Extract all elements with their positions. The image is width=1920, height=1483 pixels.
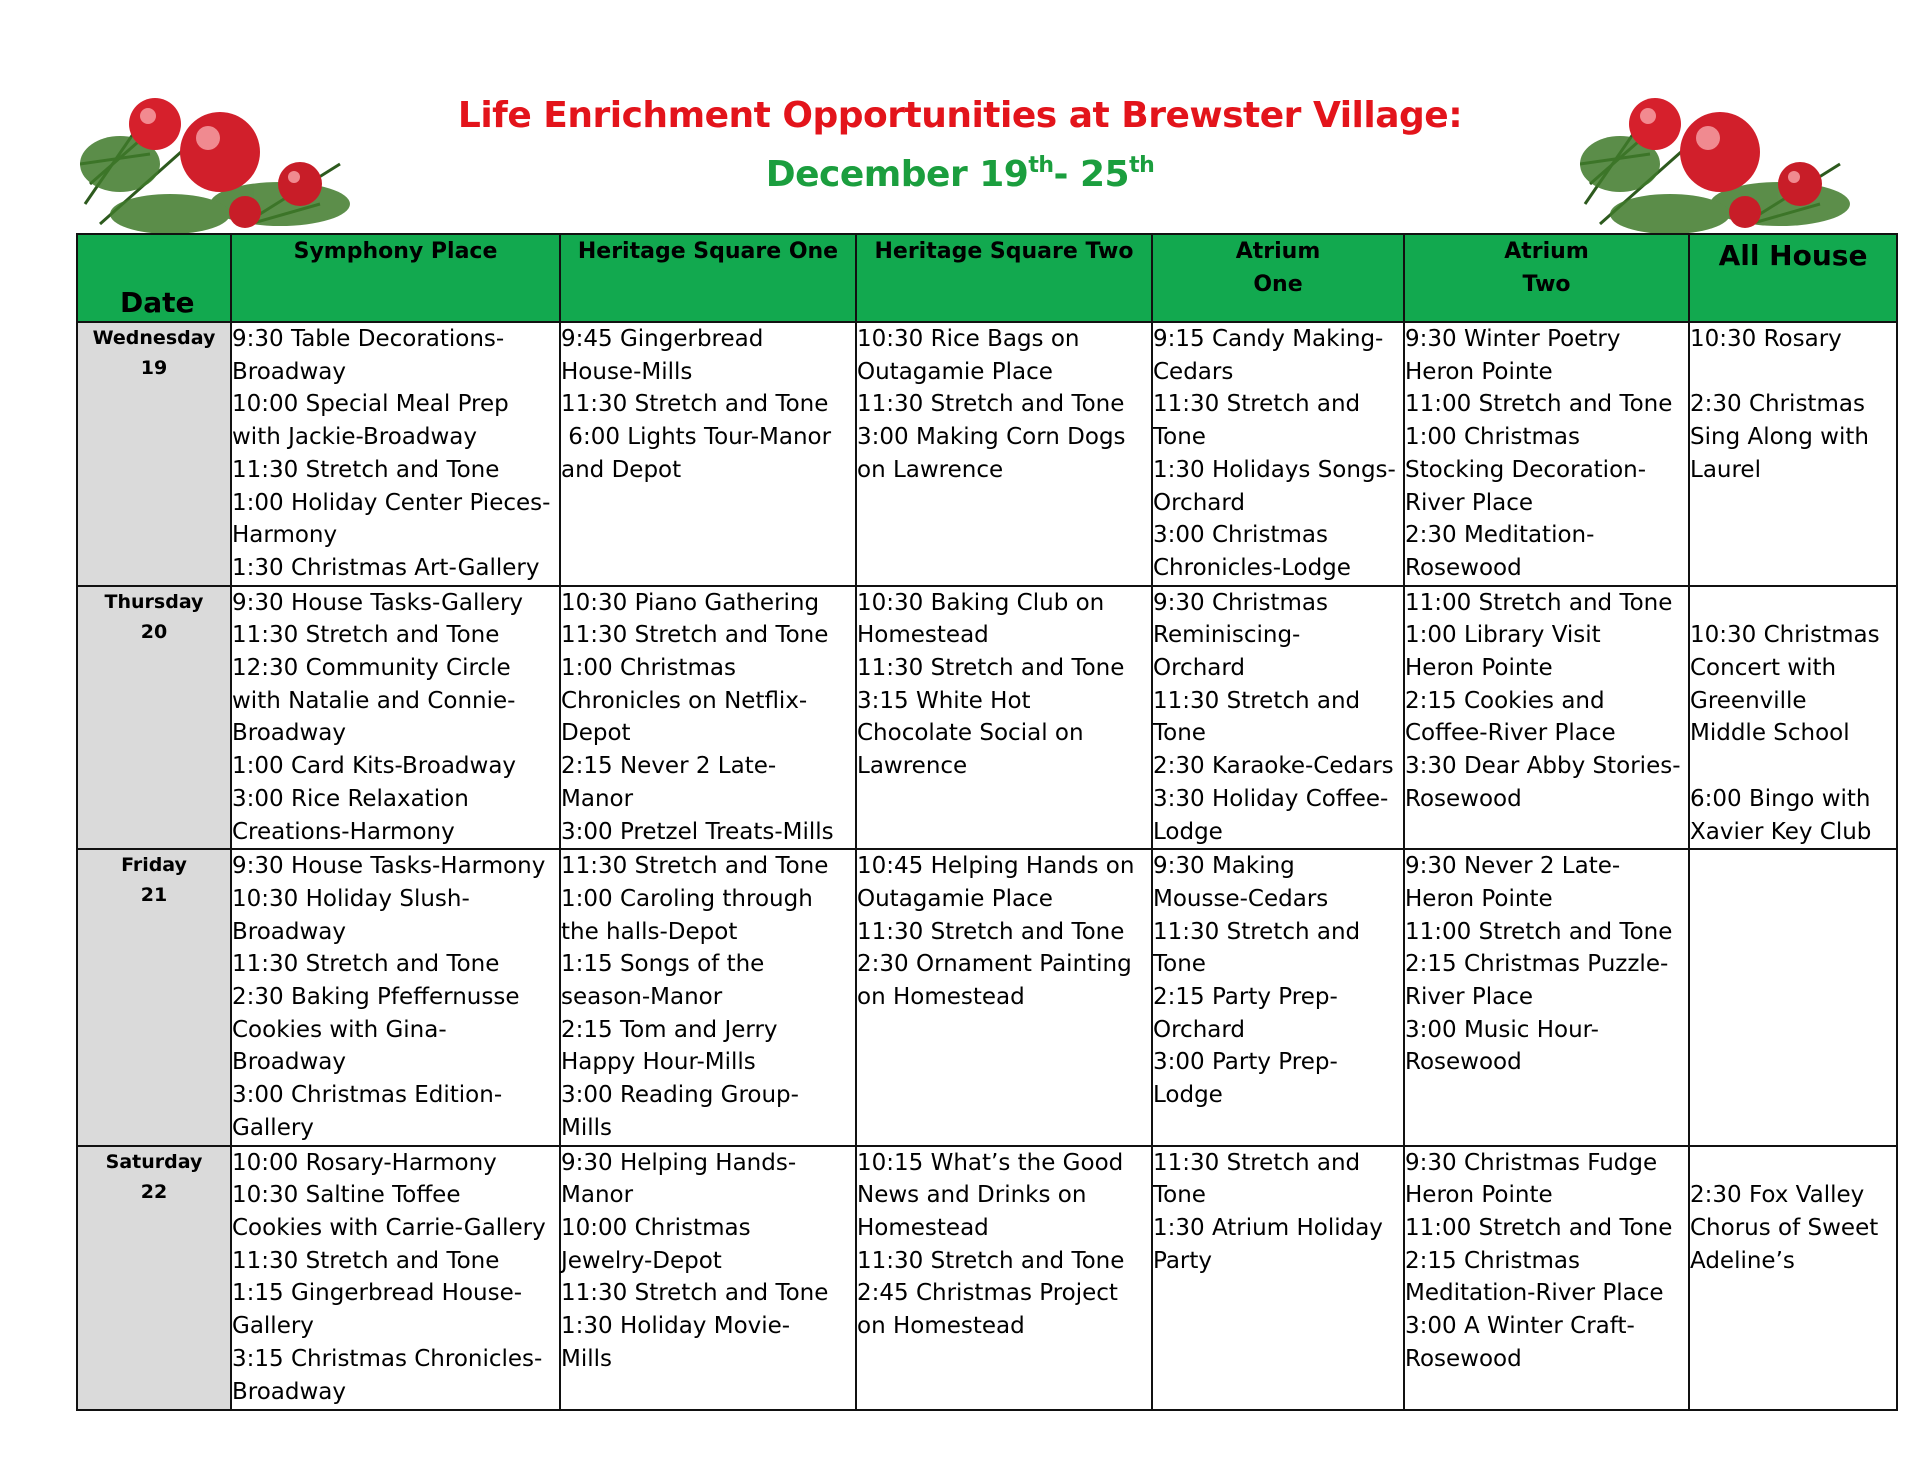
activity-line: Lawrence: [857, 753, 968, 780]
activity-line: 2:15 Christmas Puzzle-: [1405, 951, 1669, 978]
activity-line: Party: [1153, 1247, 1213, 1274]
activity-line: 1:30 Holidays Songs-: [1153, 456, 1396, 483]
activity-line: 1:00 Christmas: [561, 655, 736, 682]
activity-line: Mills: [561, 1114, 612, 1141]
activity-line: 11:30 Stretch and Tone: [232, 622, 500, 649]
activity-cell: [1152, 586, 1404, 850]
activity-line: 3:00 A Winter Craft-: [1405, 1313, 1635, 1340]
activity-line: Broadway: [232, 1378, 347, 1405]
activity-line: Xavier Key Club: [1690, 818, 1872, 845]
activity-line: 1:00 Caroling through: [561, 885, 813, 912]
activity-line: 9:30 Making: [1153, 853, 1295, 880]
activity-line: 9:30 Winter Poetry: [1405, 326, 1621, 352]
activity-line: 9:45 Gingerbread: [561, 326, 764, 352]
activity-line: 10:30 Piano Gathering: [561, 589, 820, 616]
activity-line: Tone: [1153, 951, 1206, 978]
activity-line: 2:15 Christmas: [1405, 1247, 1580, 1274]
activity-line: 11:30 Stretch and Tone: [561, 391, 829, 418]
activity-line: on Lawrence: [857, 456, 1004, 483]
day-name: Friday: [121, 854, 187, 877]
activity-cell: [560, 586, 856, 850]
activity-line: the halls-Depot: [561, 918, 738, 945]
activity-line: Broadway: [232, 918, 347, 945]
activity-line: Cookies with Carrie-Gallery: [232, 1214, 546, 1241]
activity-line: 3:15 White Hot: [857, 687, 1031, 714]
activity-line: 2:15 Never 2 Late-: [561, 753, 777, 780]
activity-line: 10:00 Rosary-Harmony: [232, 1149, 497, 1176]
activity-line: [1690, 356, 1896, 389]
activity-line: Outagamie Place: [857, 358, 1053, 385]
column-header-atrium-one: Atrium One: [1152, 234, 1404, 322]
activity-line: 11:30 Stretch and Tone: [232, 1247, 500, 1274]
activity-line: 11:30 Stretch and Tone: [561, 853, 829, 880]
activity-line: 3:15 Christmas Chronicles-: [232, 1345, 543, 1372]
day-number: 21: [140, 884, 168, 907]
activity-line: Rosewood: [1405, 785, 1522, 812]
activity-line: Homestead: [857, 1214, 989, 1241]
activity-line: [1690, 750, 1896, 783]
activity-cell: [560, 1146, 856, 1410]
activity-line: Mousse-Cedars: [1153, 885, 1329, 912]
activity-line: Harmony: [232, 522, 338, 549]
activity-line: Tone: [1153, 720, 1206, 747]
activity-line: 10:15 What’s the Good: [857, 1149, 1124, 1176]
activity-cell: [1404, 849, 1689, 1145]
activity-cell: [1404, 322, 1689, 586]
activity-line: Depot: [561, 720, 631, 747]
activity-line: 1:30 Atrium Holiday: [1153, 1214, 1383, 1241]
activity-line: Outagamie Place: [857, 885, 1053, 912]
table-row: [77, 586, 1897, 850]
activity-line: [1690, 587, 1896, 620]
day-name: Wednesday: [92, 327, 216, 349]
activity-line: 11:30 Stretch and Tone: [561, 622, 829, 649]
activity-line: Cedars: [1153, 358, 1234, 385]
page-header: [0, 92, 1920, 201]
activity-line: 10:30 Baking Club on: [857, 589, 1105, 616]
activity-line: 2:30 Fox Valley: [1690, 1182, 1865, 1209]
activity-line: Stocking Decoration-: [1405, 456, 1647, 483]
activity-line: 1:00 Holiday Center Pieces-: [232, 489, 551, 516]
activity-line: with Natalie and Connie-: [232, 687, 516, 714]
activity-line: Orchard: [1153, 655, 1246, 682]
activity-line: Rosewood: [1405, 1345, 1522, 1372]
activity-line: 10:30 Rosary: [1690, 326, 1842, 352]
activity-line: Heron Pointe: [1405, 358, 1553, 385]
activity-line: 11:30 Stretch and Tone: [232, 456, 500, 483]
activity-line: 11:30 Stretch and: [1153, 1149, 1361, 1176]
day-name: Saturday: [105, 1150, 203, 1173]
activity-cell: [1689, 849, 1897, 1145]
activity-line: Gallery: [232, 1313, 314, 1340]
activity-line: Gallery: [232, 1114, 314, 1141]
activity-line: Mills: [561, 1345, 612, 1372]
activity-line: Laurel: [1690, 456, 1761, 483]
activity-line: Orchard: [1153, 489, 1246, 516]
activity-line: Heron Pointe: [1405, 885, 1553, 912]
day-cell: [77, 849, 231, 1145]
activity-line: 11:30 Stretch and: [1153, 918, 1361, 945]
activity-line: 9:30 Helping Hands-: [561, 1149, 797, 1176]
activity-line: Concert with: [1690, 655, 1837, 682]
activity-line: 12:30 Community Circle: [232, 655, 511, 682]
subtitle-ordinal-1: th: [1028, 153, 1054, 178]
activity-line: 2:15 Tom and Jerry: [561, 1016, 778, 1043]
activity-line: 6:00 Lights Tour-Manor: [561, 424, 832, 451]
activity-line: 1:15 Songs of the: [561, 951, 765, 978]
column-header-date: Date: [77, 234, 231, 322]
activity-line: 3:00 Rice Relaxation: [232, 785, 469, 812]
activity-line: News and Drinks on: [857, 1182, 1087, 1209]
activity-line: Adeline’s: [1690, 1247, 1795, 1274]
activity-line: Orchard: [1153, 1016, 1246, 1043]
activity-line: Reminiscing-: [1153, 622, 1301, 649]
activity-line: 11:00 Stretch and Tone: [1405, 391, 1673, 418]
activity-line: Rosewood: [1405, 1049, 1522, 1076]
activity-line: 10:00 Christmas: [561, 1214, 751, 1241]
activity-line: Middle School: [1690, 720, 1850, 747]
activity-line: 2:15 Cookies and: [1405, 687, 1605, 714]
activity-line: Chocolate Social on: [857, 720, 1084, 747]
activity-line: 2:30 Baking Pfeffernusse: [232, 984, 520, 1011]
table-row: [77, 849, 1897, 1145]
activity-cell: [1689, 586, 1897, 850]
activity-cell: [1152, 849, 1404, 1145]
activity-line: 10:30 Christmas: [1690, 622, 1880, 649]
activity-line: Sing Along with: [1690, 424, 1869, 451]
day-number: 20: [140, 620, 168, 643]
activity-line: Happy Hour-Mills: [561, 1049, 756, 1076]
activity-line: on Homestead: [857, 984, 1025, 1011]
activity-line: River Place: [1405, 984, 1534, 1011]
activity-line: Chronicles-Lodge: [1153, 554, 1351, 581]
activity-cell: [560, 322, 856, 586]
column-header-heritage-square-two: Heritage Square Two: [856, 234, 1152, 322]
activity-line: 11:00 Stretch and Tone: [1405, 1214, 1673, 1241]
activity-cell: [856, 1146, 1152, 1410]
activity-line: Greenville: [1690, 687, 1807, 714]
page-title: Life Enrichment Opportunities at Brewster Village:: [457, 95, 1463, 136]
activity-line: Chorus of Sweet: [1690, 1214, 1879, 1241]
activity-cell: [1689, 1146, 1897, 1410]
activity-line: 3:00 Pretzel Treats-Mills: [561, 818, 834, 845]
column-header-all-house: All House: [1689, 234, 1897, 322]
activity-line: 11:30 Stretch and Tone: [232, 951, 500, 978]
column-header-heritage-square-one: Heritage Square One: [560, 234, 856, 322]
activity-line: Chronicles on Netflix-: [561, 687, 808, 714]
subtitle-mid: - 25: [1053, 154, 1130, 195]
activity-line: 9:30 House Tasks-Gallery: [232, 589, 524, 616]
activity-line: 1:30 Christmas Art-Gallery: [232, 554, 540, 581]
table-row: [77, 1146, 1897, 1410]
column-header-atrium-two: Atrium Two: [1404, 234, 1689, 322]
subtitle-start: December 19: [765, 154, 1029, 195]
activity-cell: [1152, 322, 1404, 586]
activity-line: Broadway: [232, 1049, 347, 1076]
day-cell: [77, 1146, 231, 1410]
activity-line: 11:30 Stretch and Tone: [857, 655, 1125, 682]
activity-line: River Place: [1405, 489, 1534, 516]
activity-line: 10:30 Holiday Slush-: [232, 885, 470, 912]
activity-line: Manor: [561, 785, 634, 812]
activity-cell: [1404, 586, 1689, 850]
activity-line: 11:30 Stretch and Tone: [561, 1280, 829, 1307]
activity-cell: [560, 849, 856, 1145]
activity-line: 2:30 Ornament Painting: [857, 951, 1132, 978]
activity-cell: [231, 849, 560, 1145]
activity-line: Broadway: [232, 358, 347, 385]
activity-line: Heron Pointe: [1405, 1182, 1553, 1209]
activity-line: House-Mills: [561, 358, 693, 385]
activity-line: Lodge: [1153, 818, 1223, 845]
activity-line: Meditation-River Place: [1405, 1280, 1664, 1307]
activity-line: on Homestead: [857, 1313, 1025, 1340]
activity-cell: [1152, 1146, 1404, 1410]
activity-line: 2:30 Christmas: [1690, 391, 1865, 418]
activity-cell: [231, 1146, 560, 1410]
activity-line: Manor: [561, 1182, 634, 1209]
activity-line: 11:30 Stretch and Tone: [857, 391, 1125, 418]
activity-line: Lodge: [1153, 1082, 1223, 1109]
activity-line: 3:00 Music Hour-: [1405, 1016, 1599, 1043]
activity-line: 10:30 Saltine Toffee: [232, 1182, 461, 1209]
activity-line: 1:15 Gingerbread House-: [232, 1280, 523, 1307]
day-number: 22: [140, 1180, 168, 1203]
day-cell: [77, 322, 231, 586]
activity-line: and Depot: [561, 456, 682, 483]
activity-line: 3:00 Party Prep-: [1153, 1049, 1338, 1076]
activity-line: 3:00 Christmas: [1153, 522, 1328, 549]
activity-cell: [856, 586, 1152, 850]
activity-line: 11:30 Stretch and: [1153, 391, 1361, 418]
activity-line: 11:30 Stretch and Tone: [857, 1247, 1125, 1274]
day-name: Thursday: [104, 590, 204, 613]
activity-cell: [856, 849, 1152, 1145]
table-header-row: [77, 234, 1897, 322]
activity-line: 10:00 Special Meal Prep: [232, 391, 509, 418]
activity-line: [1690, 1147, 1896, 1180]
activity-line: Tone: [1153, 424, 1206, 451]
activity-line: 9:30 House Tasks-Harmony: [232, 853, 546, 880]
activity-cell: [231, 322, 560, 586]
activity-line: 2:15 Party Prep-: [1153, 984, 1338, 1011]
day-number: 19: [140, 357, 168, 379]
activity-cell: [231, 586, 560, 850]
activity-line: 1:00 Card Kits-Broadway: [232, 753, 517, 780]
activity-line: Heron Pointe: [1405, 655, 1553, 682]
activity-line: 9:30 Table Decorations-: [232, 326, 505, 352]
activity-line: 1:00 Library Visit: [1405, 622, 1601, 649]
activity-line: 3:00 Making Corn Dogs: [857, 424, 1126, 451]
activity-line: 10:45 Helping Hands on: [857, 853, 1135, 880]
activity-cell: [856, 322, 1152, 586]
activity-line: 9:30 Never 2 Late-: [1405, 853, 1621, 880]
activity-line: 11:30 Stretch and Tone: [857, 918, 1125, 945]
activity-line: season-Manor: [561, 984, 723, 1011]
activity-line: 11:30 Stretch and: [1153, 687, 1361, 714]
activity-line: 3:30 Holiday Coffee-: [1153, 785, 1389, 812]
activity-line: 2:30 Meditation-: [1405, 522, 1595, 549]
activity-line: Broadway: [232, 720, 347, 747]
activity-line: 11:00 Stretch and Tone: [1405, 918, 1673, 945]
activity-line: Jewelry-Depot: [561, 1247, 722, 1274]
activity-line: 3:00 Reading Group-: [561, 1082, 799, 1109]
activity-line: 10:30 Rice Bags on: [857, 326, 1080, 352]
activity-line: 2:30 Karaoke-Cedars: [1153, 753, 1394, 780]
activity-cell: [1689, 322, 1897, 586]
table-row: [77, 322, 1897, 586]
activity-line: with Jackie-Broadway: [232, 424, 477, 451]
activity-line: 3:30 Dear Abby Stories-: [1405, 753, 1681, 780]
schedule-table: [76, 233, 1898, 1411]
activity-cell: [1404, 1146, 1689, 1410]
activity-line: 11:00 Stretch and Tone: [1405, 589, 1673, 616]
activity-line: 9:15 Candy Making-: [1153, 326, 1384, 352]
subtitle-ordinal-2: th: [1129, 153, 1155, 178]
activity-line: 1:30 Holiday Movie-: [561, 1313, 791, 1340]
activity-line: Creations-Harmony: [232, 818, 455, 845]
activity-line: 2:45 Christmas Project: [857, 1280, 1118, 1307]
activity-line: 9:30 Christmas: [1153, 589, 1328, 616]
activity-line: 3:00 Christmas Edition-: [232, 1082, 503, 1109]
activity-line: 1:00 Christmas: [1405, 424, 1580, 451]
activity-line: Homestead: [857, 622, 989, 649]
activity-line: Coffee-River Place: [1405, 720, 1616, 747]
activity-line: 6:00 Bingo with: [1690, 785, 1871, 812]
activity-line: Rosewood: [1405, 554, 1522, 581]
column-header-symphony-place: Symphony Place: [231, 234, 560, 322]
day-cell: [77, 586, 231, 850]
activity-line: Cookies with Gina-: [232, 1016, 447, 1043]
page-subtitle: [0, 140, 1920, 201]
activity-line: Tone: [1153, 1182, 1206, 1209]
activity-line: 9:30 Christmas Fudge: [1405, 1149, 1658, 1176]
